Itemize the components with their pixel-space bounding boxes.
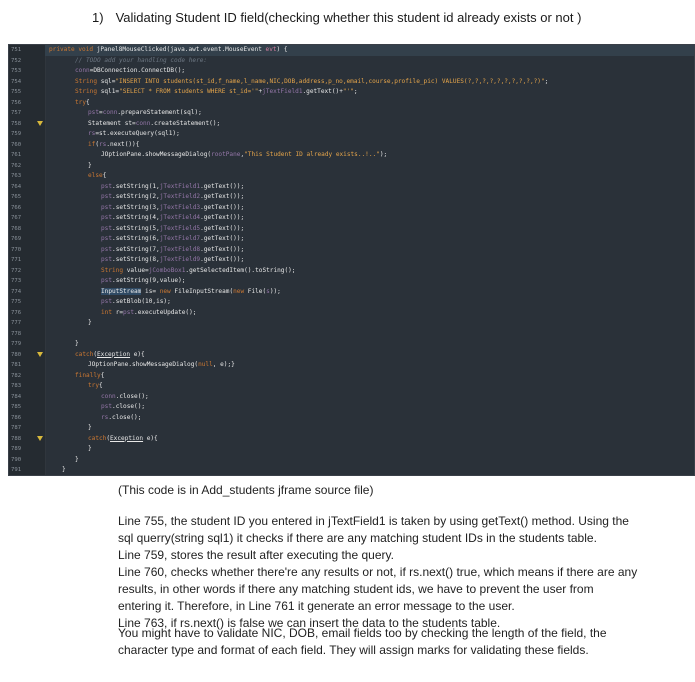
line-number: 767 [11,215,22,221]
code-line [9,192,694,203]
code-text: pst.setString(2,jTextField2.getText()); [101,193,245,200]
code-text: conn=DBConnection.ConnectDB(); [75,67,186,74]
code-line [9,350,694,361]
code-line [9,434,694,445]
code-text: } [88,319,92,326]
line-number: 791 [11,467,22,473]
code-line [9,56,694,67]
line-number: 788 [11,435,22,442]
code-text: pst.setString(6,jTextField7.getText()); [101,235,245,242]
code-text: if(rs.next()){ [88,140,140,148]
code-line [9,339,694,350]
code-text: pst.setString(5,jTextField5.getText()); [101,224,245,232]
code-line [9,455,694,466]
line-number: 770 [11,246,22,253]
line-number: 773 [11,278,22,284]
heading-text: Validating Student ID field(checking whether this student id already exists or not ) [115,10,582,25]
code-line [9,203,694,214]
code-text: pst.setString(4,jTextField4.getText()); [101,214,245,221]
code-line [9,245,694,256]
line-number: 779 [11,341,22,347]
code-line [9,360,694,371]
code-text: try{ [88,382,103,389]
code-line [9,119,694,130]
code-line [9,329,694,340]
code-text: catch(Exception e){ [88,434,158,442]
code-line [9,140,694,151]
warning-marker-icon[interactable] [37,352,43,357]
code-text: String sql1="SELECT * FROM students WHERE st_id='"+jTextField1.getText()+"'"; [75,88,358,95]
heading-number: 1) [92,10,104,25]
line-number: 760 [11,141,22,148]
line-number: 757 [11,110,22,116]
line-number: 781 [11,362,22,368]
code-line [9,402,694,413]
line-number: 758 [11,120,22,127]
section-heading [92,10,581,25]
line-number: 751 [11,47,22,53]
code-text: // TODO add your handling code here: [75,56,208,64]
code-text: InputStream is= new FileInputStream(new File(s)); [101,287,281,295]
code-text: String value=jComboBox1.getSelectedItem().toString(); [101,266,296,274]
code-text: pst.setString(7,jTextField8.getText()); [101,245,245,253]
code-text: pst=conn.prepareStatement(sql); [88,109,202,116]
line-number: 771 [11,257,22,263]
code-line [9,392,694,403]
code-text: try{ [75,98,90,106]
code-text: rs=st.executeQuery(sql1); [88,130,180,137]
code-text: } [88,424,92,431]
code-line [9,308,694,319]
code-line [9,444,694,455]
line-number: 780 [11,351,22,358]
line-number: 782 [11,372,22,379]
line-number: 759 [11,131,22,137]
line-number: 766 [11,204,22,211]
code-text: private void jPanel8MouseClicked(java.awt.event.MouseEvent evt) { [49,46,288,53]
code-text: pst.setString(1,jTextField1.getText()); [101,182,245,190]
code-text: int r=pst.executeUpdate(); [101,308,197,316]
code-text: rs.close(); [101,413,142,421]
code-editor [8,44,695,476]
code-text: pst.setString(3,jTextField3.getText()); [101,203,245,211]
code-text: JOptionPane.showMessageDialog(rootPane,"This Student ID already exists..!.."); [101,151,388,158]
line-number: 775 [11,299,22,305]
code-line [9,87,694,98]
line-number: 752 [11,57,22,64]
line-number: 786 [11,414,22,421]
code-text: } [75,340,79,347]
code-line [9,255,694,266]
code-line [9,129,694,140]
code-line [9,465,694,476]
line-number: 765 [11,194,22,200]
warning-marker-icon[interactable] [37,121,43,126]
code-text: pst.close(); [101,403,146,410]
line-number: 776 [11,309,22,316]
code-text: } [75,455,79,463]
code-line [9,98,694,109]
code-line [9,108,694,119]
code-line [9,213,694,224]
code-text: pst.setString(9,value); [101,277,186,284]
code-text: } [88,445,92,452]
code-text: Statement st=conn.createStatement(); [88,119,221,127]
line-number: 768 [11,225,22,232]
code-line [9,287,694,298]
code-line [9,276,694,287]
code-line [9,318,694,329]
line-number: 778 [11,330,22,337]
code-text: } [62,466,66,473]
line-number: 784 [11,393,22,400]
code-line [9,45,694,56]
code-text: conn.close(); [101,392,149,400]
code-line [9,171,694,182]
line-number: 769 [11,236,22,242]
line-number: 764 [11,183,22,190]
code-text: finally{ [75,371,105,379]
line-number: 772 [11,267,22,274]
code-text: pst.setBlob(10,is); [101,298,171,305]
code-line [9,77,694,88]
code-line [9,234,694,245]
code-line [9,381,694,392]
source-file-note: (This code is in Add_students jframe source file) [118,483,374,497]
line-number: 753 [11,68,22,74]
line-number: 789 [11,446,22,452]
closing-paragraph: You might have to validate NIC, DOB, email fields too by checking the length of the field, the character type and format of each field. They will assign marks for validating these fields. [118,626,607,657]
line-number: 787 [11,425,22,431]
code-line [9,161,694,172]
code-text: pst.setString(8,jTextField9.getText()); [101,256,245,263]
code-line [9,266,694,277]
code-text: catch(Exception e){ [75,350,145,358]
line-number: 783 [11,383,22,389]
line-number: 762 [11,162,22,169]
line-number: 763 [11,173,22,179]
code-line [9,182,694,193]
line-number: 756 [11,99,22,106]
code-line [9,150,694,161]
code-line [9,423,694,434]
code-line [9,371,694,382]
code-line [9,297,694,308]
line-number: 774 [11,288,22,295]
line-number: 777 [11,320,22,326]
code-text: String sql="INSERT INTO students(st_id,f_name,l_name,NIC,DOB,address,p_no,email,course,profile_pic) VALUES(?,?,?,?,?,?,?,?,?,?)"; [75,77,549,85]
code-line [9,224,694,235]
line-number: 790 [11,456,22,463]
line-number: 761 [11,152,22,158]
code-area [9,45,694,476]
code-line [9,66,694,77]
code-text: else{ [88,172,107,179]
code-text: } [88,161,92,169]
warning-marker-icon[interactable] [37,436,43,441]
code-text: JOptionPane.showMessageDialog(null, e);} [88,361,235,368]
line-number: 755 [11,89,22,95]
line-number: 785 [11,404,22,410]
line-number: 754 [11,78,22,85]
explanation-paragraph: Line 755, the student ID you entered in jTextField1 is taken by using getText() method. Using the sql querry(string sql1) it checks if there are any matching student IDs in the students table. Line 759, stores the result after executing the query. Line 760, checks whether there're any results or not, if rs.next() true, which means if there are any results, in other words if there any matching student ids, we have to prevent the user from entering it. Therefore, in Line 761 it generate an error message to the user. Line 763, if rs.next() is false we can insert the data to the students table. [118,514,638,630]
code-line [9,413,694,424]
